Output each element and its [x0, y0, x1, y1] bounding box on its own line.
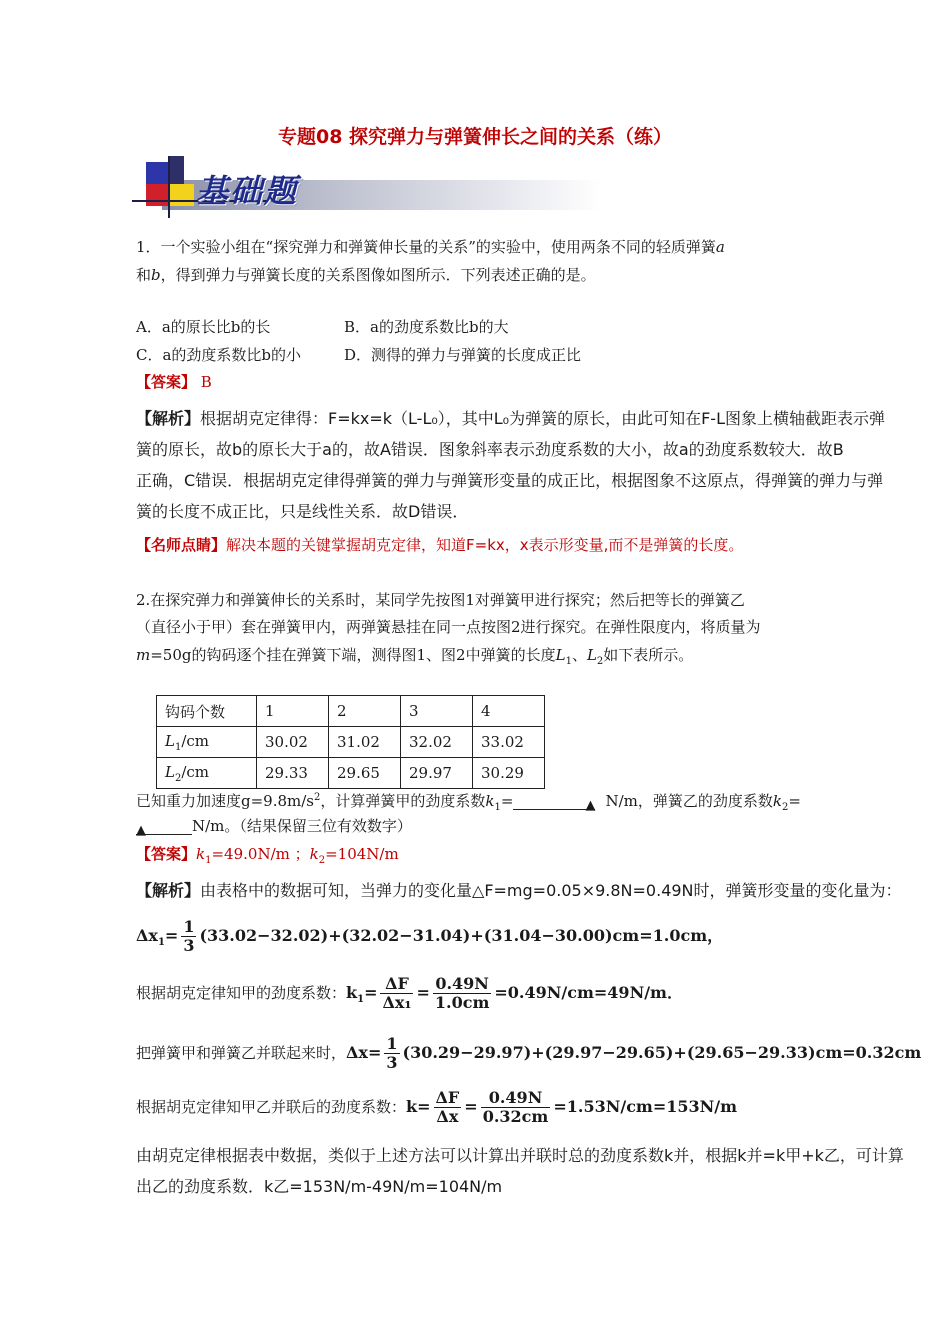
banner-block-red [146, 184, 170, 206]
q1-answer-value: B [200, 373, 212, 391]
q1-tip-label: 【名师点睛】 [136, 536, 227, 554]
table-row [157, 727, 545, 758]
q1-analysis-line3: 正确，C错误．根据胡克定律得弹簧的弹力与弹簧形变量的成正比，根据图象不这原点，得弹簧的弹力与弹 [136, 471, 884, 490]
triangle-icon: ▲ [585, 798, 596, 813]
q1-analysis-line4: 簧的长度不成正比，只是线性关系．故D错误． [136, 502, 469, 521]
table-cell: 30.29 [473, 758, 545, 789]
table-cell: 33.02 [473, 727, 545, 758]
table-row [157, 696, 545, 727]
q1-analysis-line1: 【解析】根据胡克定律得：F=kx=k（L-L₀），其中L₀为弹簧的原长，由此可知在F-L图象上横轴截距表示弹 [136, 409, 885, 428]
q1-stem-line2: 和b，得到弹力与弹簧长度的关系图像如图所示．下列表述正确的是。 [136, 266, 596, 284]
q1-analysis-line2: 簧的原长，故b的原长大于a的，故A错误．图象斜率表示劲度系数的大小，故a的劲度系数较大．故B [136, 440, 844, 459]
q1-tip-text: 解决本题的关键掌握胡克定律，知道F=kx，x表示形变量,而不是弹簧的长度。 [226, 536, 744, 554]
q2-given-line2: ▲ N/m。（结果保留三位有效数字） [136, 817, 412, 838]
banner-vertical-line [168, 156, 170, 218]
q1-answer-label: 【答案】 [136, 373, 197, 391]
fraction: $\frac{0.49N}{0.32cm}$ [482, 1088, 549, 1126]
equation-delta-x: 把弹簧甲和弹簧乙并联起来时，Δx= $\frac{1}{3}$ (30.29−29.97)+(29.97−29.65)+(29.65−29.33)cm=0.32cm [136, 1034, 922, 1072]
table-cell: 29.33 [257, 758, 329, 789]
table-header-cell: 2 [329, 696, 401, 727]
table-header-cell: 3 [401, 696, 473, 727]
table-cell: 29.65 [329, 758, 401, 789]
equation-k1: 根据胡克定律知甲的劲度系数：$k_1=$ $\frac{\Delta F}{\text{Δx₁}}$ = $\frac{0.49N}{1.0cm}$ =0.49N/cm=49N/m． [136, 974, 683, 1012]
fraction: $\frac{1}{3}$ [386, 1034, 398, 1072]
q2-analysis-line1: 【解析】由表格中的数据可知，当弹力的变化量△F=mg=0.05×9.8N=0.49N时，弹簧形变量的变化量为： [136, 881, 902, 900]
fraction: $\frac{\Delta F}{\text{Δx₁}}$ [382, 974, 412, 1012]
q2-stem-line3: m=50g的钩码逐个挂在弹簧下端，测得图1、图2中弹簧的长度$L_1$、$L_2$如下表所示。 [136, 646, 694, 667]
triangle-icon: ▲ [136, 823, 146, 838]
equation-delta-x1: $\Delta x_1=$ $\frac{1}{3}$ (33.02−32.02)+(32.02−31.04)+(31.04−30.00)cm=1.0cm， [136, 917, 724, 955]
q2-answer-label: 【答案】 [136, 845, 197, 863]
answer-blank-k2 [136, 819, 192, 838]
q2-stem-line1: 2.在探究弹力和弹簧伸长的关系时，某同学先按图1对弹簧甲进行探究；然后把等长的弹簧乙 [136, 591, 745, 609]
fraction: $\frac{0.49N}{1.0cm}$ [434, 974, 490, 1012]
table-row [157, 758, 545, 789]
q2-stem-line2: （直径小于甲）套在弹簧甲内，两弹簧悬挂在同一点按图2进行探究。在弹性限度内，将质量为 [136, 618, 761, 636]
q1-tip [136, 535, 743, 555]
banner-block-yellow [170, 184, 194, 206]
table-cell: 30.02 [257, 727, 329, 758]
section-banner-label: 基础题 [196, 172, 299, 210]
q2-answer: 【答案】$k_1=49.0N/m$ ；$k_2=104N/m$ [136, 845, 399, 866]
q1-stem-line1: 1．一个实验小组在“探究弹力和弹簧伸长量的关系”的实验中，使用两条不同的轻质弹簧a [136, 238, 725, 256]
q1-option-b: B．a的劲度系数比b的大 [344, 318, 509, 336]
answer-blank-k1 [513, 794, 596, 813]
equation-k-parallel: 根据胡克定律知甲乙并联后的劲度系数：k= $\frac{\Delta F}{\Delta x}$ = $\frac{0.49N}{0.32cm}$ =1.53N/cm=153N/m [136, 1088, 738, 1126]
fraction: $\frac{1}{3}$ [183, 917, 195, 955]
q2-given-line1: 已知重力加速度$g=9.8m/s^2$，计算弹簧甲的劲度系数$k_1=$ ▲ N/m，弹簧乙的劲度系数$k_2=$ [136, 792, 801, 813]
table-header-cell: 4 [473, 696, 545, 727]
table-row-label: $L_1/cm$ [157, 727, 257, 758]
q1-option-a: A．a的原长比b的长 [136, 318, 271, 336]
table-header-cell: 1 [257, 696, 329, 727]
table-header-cell: 钩码个数 [157, 696, 257, 727]
q2-conclusion-line2: 出乙的劲度系数．k乙=153N/m-49N/m=104N/m [136, 1177, 503, 1196]
q2-conclusion-line1: 由胡克定律根据表中数据，类似于上述方法可以计算出并联时总的劲度系数k并，根据k并=k甲+k乙，可计算 [136, 1146, 904, 1165]
table-cell: 31.02 [329, 727, 401, 758]
banner-block-dark [170, 156, 184, 184]
fraction: $\frac{\Delta F}{\Delta x}$ [435, 1088, 460, 1126]
q1-answer [136, 372, 212, 392]
q1-option-c: C．a的劲度系数比b的小 [136, 346, 302, 364]
section-banner [132, 156, 612, 218]
table-cell: 29.97 [401, 758, 473, 789]
page-title: 专题08 探究弹力与弹簧伸长之间的关系（练） [277, 126, 673, 148]
banner-block-blue [146, 162, 170, 184]
spring-length-table [156, 695, 545, 789]
table-row-label: $L_2/cm$ [157, 758, 257, 789]
q1-option-d: D．测得的弹力与弹簧的长度成正比 [344, 346, 582, 364]
table-cell: 32.02 [401, 727, 473, 758]
